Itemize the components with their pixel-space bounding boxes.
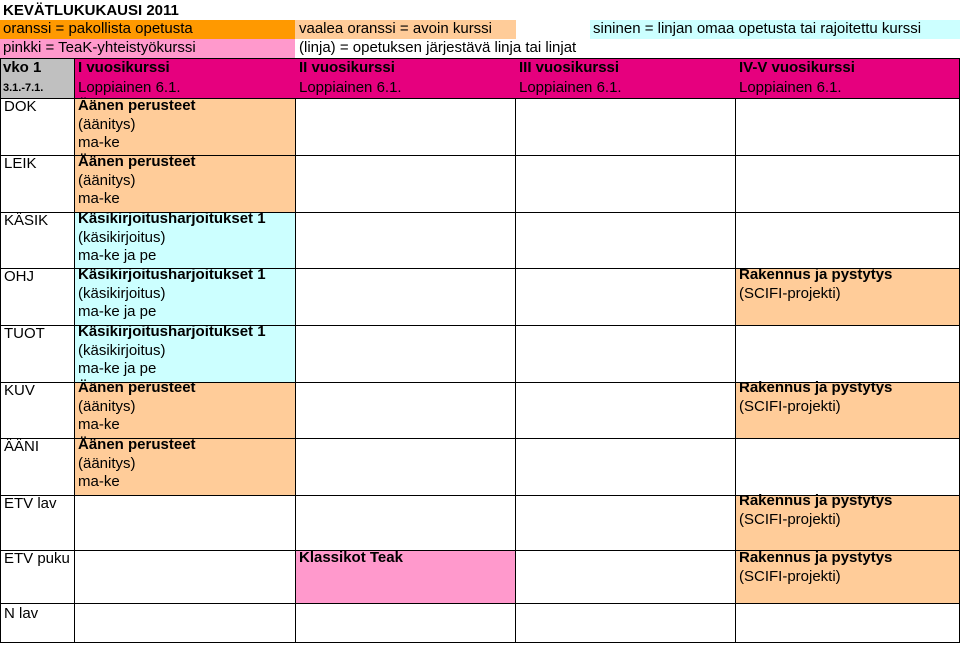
row-label: OHJ [4,268,34,285]
grid-line [735,98,736,643]
course-org: (käsikirjoitus) [78,284,166,302]
row-label: ÄÄNI [4,438,40,455]
row-label: DOK [4,98,37,115]
course-days: ma-ke [78,134,120,151]
course-cell [739,492,892,529]
year-2-holiday: Loppiainen 6.1. [299,79,402,96]
year-3-holiday: Loppiainen 6.1. [519,79,622,96]
course-cell [78,153,196,209]
course-days: ma-ke ja pe [78,360,157,377]
page-title: KEVÄTLUKUKAUSI 2011 [3,2,179,19]
course-cell [78,266,266,322]
course-name: Äänen perusteet [78,379,196,396]
course-days: ma-ke ja pe [78,247,157,264]
grid-line [0,642,960,643]
year-4-header: IV-V vuosikurssi [739,59,855,76]
grid-line [0,58,960,59]
year-3-header: III vuosikurssi [519,59,620,76]
year-1-header: I vuosikurssi [78,59,170,76]
legend-light-orange: vaalea oranssi = avoin kurssi [299,20,493,37]
course-org: (SCIFI-projekti) [739,510,841,528]
row-label: KÄSIK [4,212,49,229]
course-days: ma-ke [78,473,120,490]
course-cell [739,266,892,303]
course-name: Äänen perusteet [78,436,196,453]
week-label: vko 1 [3,59,42,76]
course-name: Rakennus ja pystytys [739,492,893,509]
course-org: (käsikirjoitus) [78,228,166,246]
week-dates: 3.1.-7.1. [3,82,44,94]
legend-blue: sininen = linjan omaa opetusta tai rajoitettu kurssi [593,20,922,37]
year-2-header: II vuosikurssi [299,59,395,76]
legend-orange: oranssi = pakollista opetusta [3,20,193,37]
course-cell [78,323,266,379]
course-org: (SCIFI-projekti) [739,397,841,415]
course-name: Äänen perusteet [78,97,196,114]
grid-line [0,603,960,604]
course-days: ma-ke ja pe [78,303,157,320]
grid-line [74,58,75,643]
course-name: Käsikirjoitusharjoitukset 1 [78,210,266,227]
legend-pink: pinkki = TeaK-yhteistyökurssi [3,39,196,56]
course-name: Rakennus ja pystytys [739,549,893,566]
grid-line [0,58,1,643]
course-days: ma-ke [78,190,120,207]
grid-line [295,98,296,643]
course-cell [78,97,196,153]
row-label: KUV [4,382,35,399]
row-label: N lav [4,605,39,622]
course-days: ma-ke [78,416,120,433]
course-name: Äänen perusteet [78,153,196,170]
row-label: LEIK [4,155,37,172]
course-cell [78,210,266,266]
course-cell [78,436,196,492]
course-org: (SCIFI-projekti) [739,567,841,585]
row-label: ETV puku [4,550,70,567]
grid-line [515,98,516,643]
year-1-holiday: Loppiainen 6.1. [78,79,181,96]
course-name: Rakennus ja pystytys [739,379,893,396]
row-label: ETV lav [4,495,57,512]
course-name: Klassikot Teak [299,549,403,566]
course-cell [299,549,403,568]
year-4-holiday: Loppiainen 6.1. [739,79,842,96]
course-name: Käsikirjoitusharjoitukset 1 [78,323,266,340]
course-cell [78,379,196,435]
course-name: Rakennus ja pystytys [739,266,893,283]
course-cell [739,379,892,416]
legend-line-order: (linja) = opetuksen järjestävä linja tai linjat [299,39,577,56]
course-name: Käsikirjoitusharjoitukset 1 [78,266,266,283]
course-org: (SCIFI-projekti) [739,284,841,302]
course-org: (äänitys) [78,115,136,133]
course-org: (äänitys) [78,454,136,472]
course-org: (käsikirjoitus) [78,341,166,359]
course-org: (äänitys) [78,397,136,415]
course-org: (äänitys) [78,171,136,189]
course-cell [739,549,892,586]
row-label: TUOT [4,325,45,342]
